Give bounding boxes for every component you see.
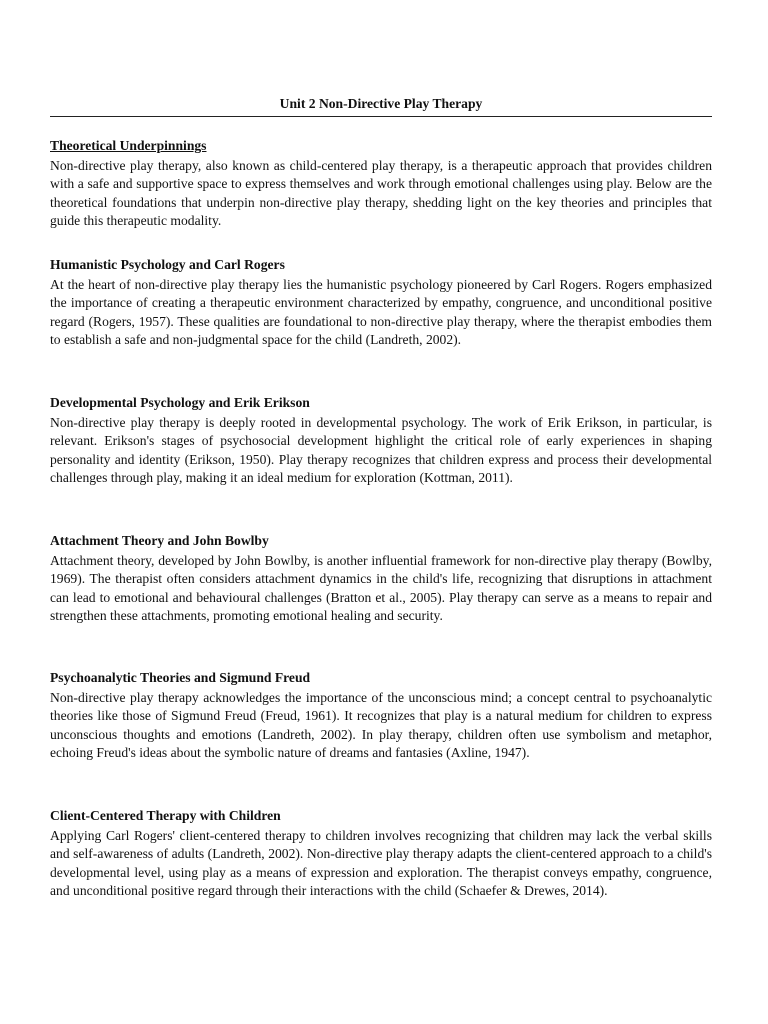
- section-heading: Developmental Psychology and Erik Erikson: [50, 395, 310, 410]
- section-heading: Client-Centered Therapy with Children: [50, 808, 281, 823]
- section-paragraph: At the heart of non-directive play therapy lies the humanistic psychology pioneered by Carl Rogers. Rogers emphasized the importance of creating a therapeutic environment characterized by empathy, congruence, and unconditional positive regard (Rogers, 1957). These qualities are foundational to non-directive play therapy, where the therapist embodies them to establish a safe and non-judgmental space for the child (Landreth, 2002).: [50, 276, 712, 348]
- section-paragraph: Non-directive play therapy acknowledges the importance of the unconscious mind; a concept central to psychoanalytic theories like those of Sigmund Freud (Freud, 1961). It recognizes that play is a natural medium for children to express unconscious thoughts and emotions (Landreth, 2002). In play therapy, children often use symbolism and metaphor, echoing Freud's ideas about the symbolic nature of dreams and fantasies (Axline, 1947).: [50, 689, 712, 761]
- section-paragraph: Non-directive play therapy, also known as child-centered play therapy, is a therapeutic approach that provides children with a safe and supportive space to express themselves and work through emotional challenges using play. Below are the theoretical foundations that underpin non-directive play therapy, shedding light on the key theories and principles that guide this therapeutic modality.: [50, 157, 712, 229]
- section-heading: Theoretical Underpinnings: [50, 138, 207, 153]
- section-psychoanalytic-theories: [50, 669, 712, 763]
- section-heading: Humanistic Psychology and Carl Rogers: [50, 257, 285, 272]
- section-paragraph: Attachment theory, developed by John Bowlby, is another influential framework for non-directive play therapy (Bowlby, 1969). The therapist often considers attachment dynamics in the child's life, recognizing that disruptions in attachment can lead to emotional and behavioural challenges (Bratton et al., 2005). Play therapy can serve as a means to repair and strengthen these attachments, promoting emotional healing and security.: [50, 552, 712, 624]
- section-paragraph: Non-directive play therapy is deeply rooted in developmental psychology. The work of Erik Erikson, in particular, is relevant. Erikson's stages of psychosocial development highlight the critical role of early experiences in shaping personality and identity (Erikson, 1950). Play therapy recognizes that children express and process their developmental challenges through play, making it an ideal medium for exploration (Kottman, 2011).: [50, 414, 712, 486]
- section-developmental-psychology: [50, 394, 712, 488]
- section-humanistic-psychology: [50, 256, 712, 350]
- section-theoretical-underpinnings: [50, 137, 712, 231]
- title-divider: [50, 116, 712, 117]
- document-title: Unit 2 Non-Directive Play Therapy: [279, 96, 483, 111]
- section-paragraph: Applying Carl Rogers' client-centered therapy to children involves recognizing that children may lack the verbal skills and self-awareness of adults (Landreth, 2002). Non-directive play therapy adapts the client-centered approach to a child's developmental level, using play as a means of expression and exploration. The therapist conveys empathy, congruence, and unconditional positive regard through their interactions with the child (Schaefer & Drewes, 2014).: [50, 827, 712, 899]
- section-heading: Attachment Theory and John Bowlby: [50, 533, 269, 548]
- section-heading: Psychoanalytic Theories and Sigmund Freud: [50, 670, 311, 685]
- section-attachment-theory: [50, 532, 712, 626]
- section-client-centered-therapy: [50, 807, 712, 901]
